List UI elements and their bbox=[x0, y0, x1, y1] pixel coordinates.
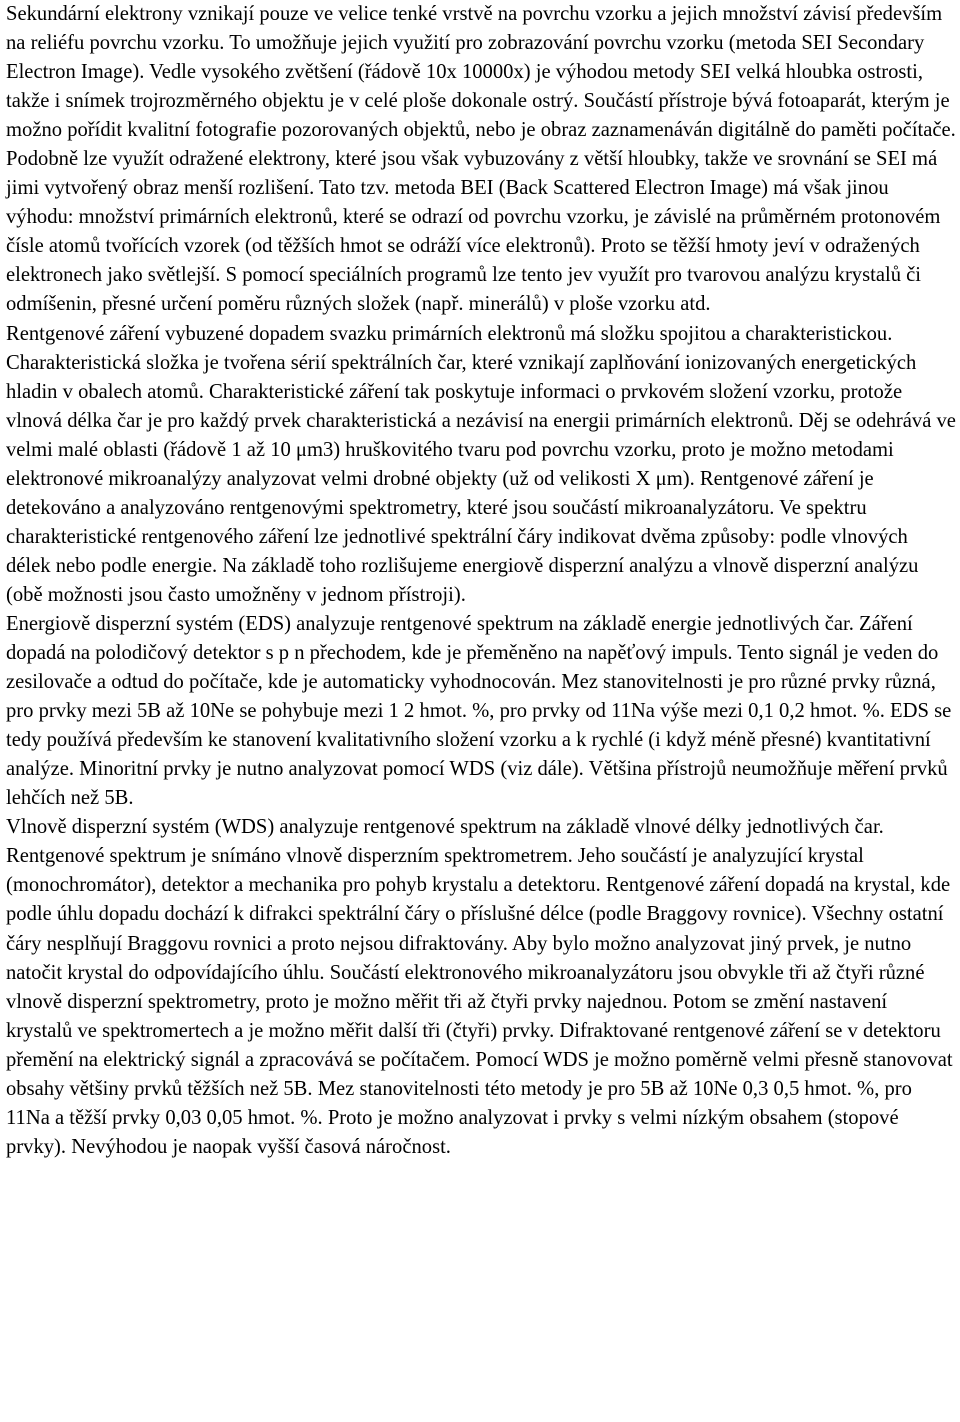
paragraph-wds: Vlnově disperzní systém (WDS) analyzuje rentgenové spektrum na základě vlnové délky jednotlivých čar. Rentgenové spektrum je snímáno vlnově disperzním spektrometrem. Jeho součástí je analyzující krystal (monochromátor), detektor a mechanika pro pohyb krystalu a detektoru. Rentgenové záření dopadá na krystal, kde podle úhlu dopadu dochází k difrakci spektrální čáry o příslušné délce (podle Braggovy rovnice). Všechny ostatní čáry nesplňují Braggovu rovnici a proto nejsou difraktovány. Aby bylo možno analyzovat jiný prvek, je nutno natočit krystal do odpovídajícího úhlu. Součástí elektronového mikroanalyzátoru jsou obvykle tři až čtyři různé vlnově disperzní spektrometry, proto je možno měřit tři až čtyři prvky najednou. Potom se změní nastavení krystalů ve spektromertech a je možno měřit další tři (čtyři) prvky. Difraktované rentgenové záření se v detektoru přemění na elektrický signál a zpracovává se počítačem. Pomocí WDS je možno poměrně velmi přesně stanovovat obsahy většiny prvků těžších než 5B. Mez stanovitelnosti této metody je pro 5B až 10Ne 0,3 0,5 hmot. %, pro 11Na a těžší prvky 0,03 0,05 hmot. %. Proto je možno analyzovat i prvky s velmi nízkým obsahem (stopové prvky). Nevýhodou je naopak vyšší časová náročnost. bbox=[6, 816, 953, 1158]
paragraph-eds: Energiově disperzní systém (EDS) analyzuje rentgenové spektrum na základě energie jednotlivých čar. Záření dopadá na polodičový detektor s p n přechodem, kde je přeměněno na napěťový impuls. Tento signál je veden do zesilovače a odtud do počítače, kde je automaticky vyhodnocován. Mez stanovitelnosti je pro různé prvky různá, pro prvky mezi 5B až 10Ne se pohybuje mezi 1 2 hmot. %, pro prvky od 11Na výše mezi 0,1 0,2 hmot. %. EDS se tedy používá především ke stanovení kvalitativního složení vzorku a k rychlé (i když méně přesné) kvantitativní analýze. Minoritní prvky je nutno analyzovat pomocí WDS (viz dále). Většina přístrojů neumožňuje měření prvků lehčích než 5B. bbox=[6, 612, 952, 810]
paragraph-xray: Rentgenové záření vybuzené dopadem svazku primárních elektronů má složku spojitou a charakteristickou. Charakteristická složka je tvořena sérií spektrálních čar, které vznikají zaplňování ionizovaných energetických hladin v obalech atomů. Charakteristické záření tak poskytuje informaci o prvkovém složení vzorku, protože vlnová délka čar je pro každý prvek charakteristická a nezávisí na energii primárních elektronů. Děj se odehrává ve velmi malé oblasti (řádově 1 až 10 μm3) hruškovitého tvaru pod povrchu vzorku, proto je možno metodami elektronové mikroanalýzy analyzovat velmi drobné objekty (už od velikosti X μm). Rentgenové záření je detekováno a analyzováno rentgenovými spektrometry, které jsou součástí mikroanalyzátoru. Ve spektru charakteristické rentgenového záření lze jednotlivé spektrální čáry indikovat dvěma způsoby: podle vlnových délek nebo podle energie. Na základě toho rozlišujeme energiově disperzní analýzu a vlnově disperzní analýzu (obě možnosti jsou často umožněny v jednom přístroji). bbox=[6, 322, 956, 606]
paragraph-sei: Sekundární elektrony vznikají pouze ve velice tenké vrstvě na povrchu vzorku a jejich množství závisí především na reliéfu povrchu vzorku. To umožňuje jejich využití pro zobrazování povrchu vzorku (metoda SEI Secondary Electron Image). Vedle vysokého zvětšení (řádově 10x 10000x) je výhodou metody SEI velká hloubka ostrosti, takže i snímek trojrozměrného objektu je v celé ploše dokonale ostrý. Součástí přístroje bývá fotoaparát, kterým je možno pořídit kvalitní fotografie pozorovaných objektů, nebo je obraz zaznamenáván digitálně do paměti počítače. bbox=[6, 3, 956, 142]
paragraph-bei: Podobně lze využít odražené elektrony, které jsou však vybuzovány z větší hloubky, takže ve srovnání se SEI má jimi vytvořený obraz menší rozlišení. Tato tzv. metoda BEI (Back Scattered Electron Image) má však jinou výhodu: množství primárních elektronů, které se odrazí od povrchu vzorku, je závislé na průměrném protonovém čísle atomů tvořících vzorek (od těžších hmot se odráží více elektronů). Proto se těžší hmoty jeví v odražených elektronech jako světlejší. S pomocí speciálních programů lze tento jev využít pro tvarovou analýzu krystalů či odmíšenin, přesné určení poměru různých složek (např. minerálů) v ploše vzorku atd. bbox=[6, 148, 941, 316]
